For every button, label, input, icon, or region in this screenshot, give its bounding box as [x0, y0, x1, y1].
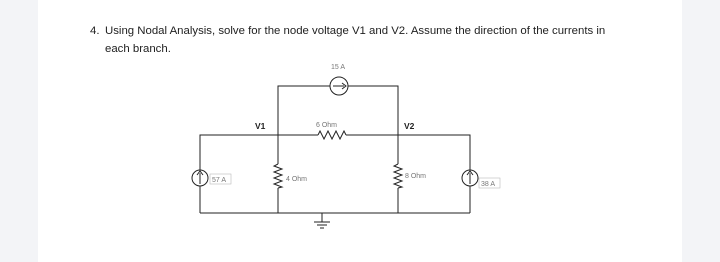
resistor-right-icon: [394, 164, 402, 188]
current-source-right-icon: [462, 170, 478, 186]
question-line-2: each branch.: [105, 43, 171, 55]
resistor-middle-label: 6 Ohm: [316, 122, 338, 129]
right-bus-wire: [398, 135, 470, 170]
resistor-right-label: 8 Ohm: [405, 173, 427, 180]
current-source-left-icon: [192, 170, 208, 186]
question-body: Using Nodal Analysis, solve for the node voltage V1 and V2. Assume the direction of the currents in: [105, 25, 606, 37]
current-source-top-icon: [330, 77, 348, 95]
ground-icon: [314, 213, 330, 228]
left-bus-wire: [200, 135, 278, 170]
node-v2-label: V2: [404, 121, 415, 131]
resistor-middle-icon: [318, 131, 346, 139]
resistor-left-label: 4 Ohm: [286, 176, 308, 183]
question-number: 4.: [90, 25, 100, 37]
source-top-label: 15 A: [331, 64, 346, 71]
source-left-label: 57 A: [212, 177, 227, 184]
resistor-left-icon: [274, 164, 282, 188]
source-right-label: 38 A: [481, 181, 496, 188]
node-v1-label: V1: [255, 121, 266, 131]
